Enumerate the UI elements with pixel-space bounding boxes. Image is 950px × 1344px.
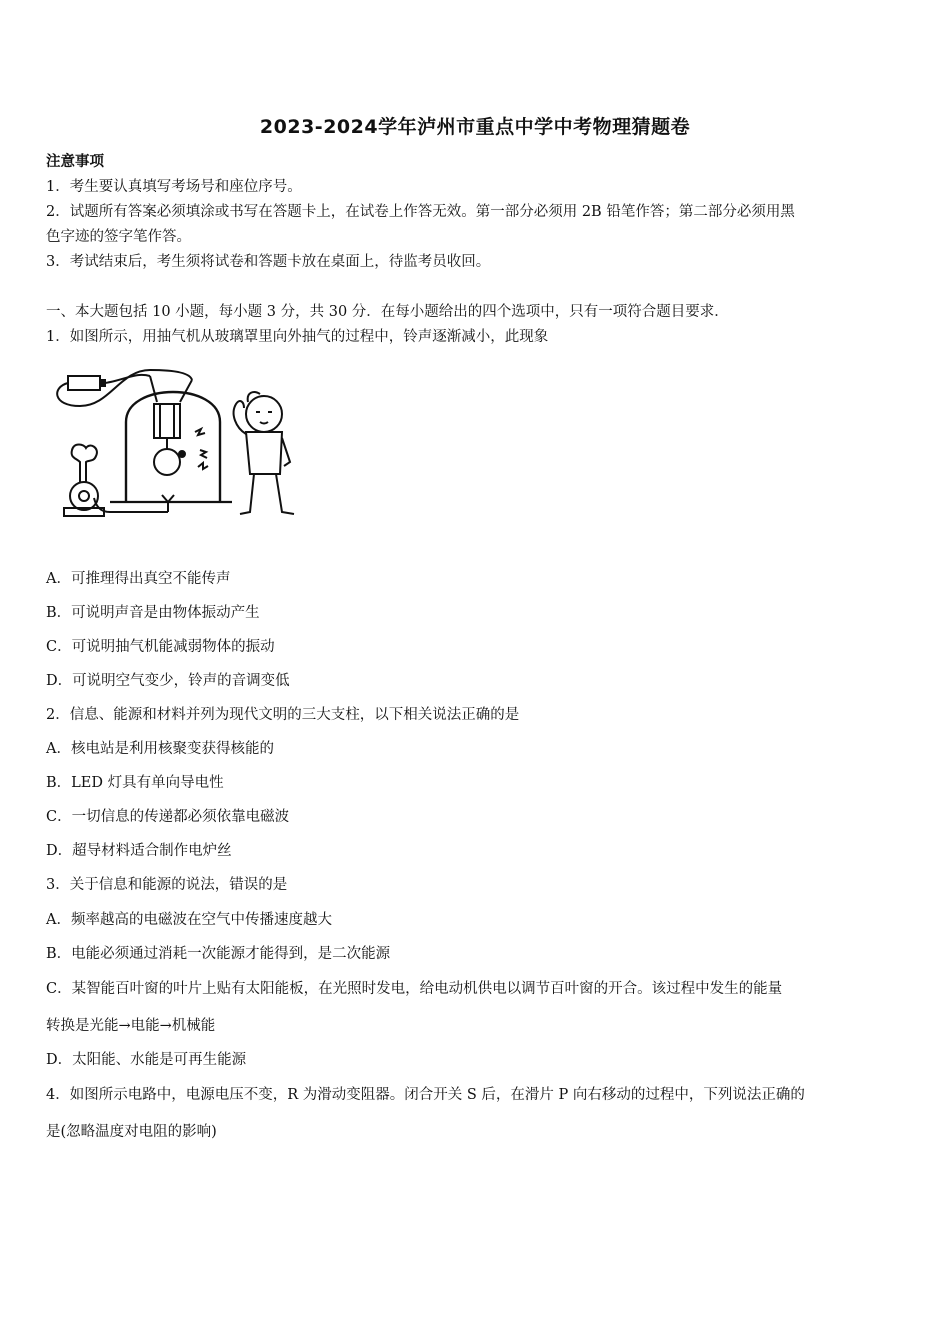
notice-item: 2．试题所有答案必须填涂或书写在答题卡上，在试卷上作答无效。第一部分必须用 2B 铅笔作答；第二部分必须用黑 <box>46 204 795 220</box>
option-3a: A．频率越高的电磁波在空气中传播速度越大 <box>46 912 332 928</box>
option-2d: D．超导材料适合制作电炉丝 <box>46 843 232 859</box>
question-stem-3: 3．关于信息和能源的说法，错误的是 <box>46 877 288 893</box>
option-2a: A．核电站是利用核聚变获得核能的 <box>46 741 274 757</box>
notice-item: 1．考生要认真填写考场号和座位序号。 <box>46 179 302 195</box>
option-3d: D．太阳能、水能是可再生能源 <box>46 1052 247 1068</box>
section-header: 一、本大题包括 10 小题，每小题 3 分，共 30 分．在每小题给出的四个选项中，只有一项符合题目要求． <box>46 304 729 320</box>
option-2b: B．LED 灯具有单向导电性 <box>46 775 224 791</box>
bell-jar-illustration <box>50 362 300 522</box>
option-3c-continued: 转换是光能→电能→机械能 <box>46 1018 216 1034</box>
question-stem-1: 1．如图所示，用抽气机从玻璃罩里向外抽气的过程中，铃声逐渐减小，此现象 <box>46 329 549 345</box>
option-2c: C．一切信息的传递都必须依靠电磁波 <box>46 809 290 825</box>
question-stem-4-continued: 是(忽略温度对电阻的影响) <box>46 1124 217 1140</box>
option-3c: C．某智能百叶窗的叶片上贴有太阳能板，在光照时发电，给电动机供电以调节百叶窗的开合。该过程中发生的能量 <box>46 981 783 997</box>
question-stem-2: 2．信息、能源和材料并列为现代文明的三大支柱，以下相关说法正确的是 <box>46 707 520 723</box>
question-stem-4: 4．如图所示电路中，电源电压不变，R 为滑动变阻器。闭合开关 S 后，在滑片 P 向右移动的过程中，下列说法正确的 <box>46 1087 805 1103</box>
option-1d: D．可说明空气变少，铃声的音调变低 <box>46 673 290 689</box>
option-3b: B．电能必须通过消耗一次能源才能得到，是二次能源 <box>46 946 391 962</box>
option-1a: A．可推理得出真空不能传声 <box>46 571 231 587</box>
notice-item: 色字迹的签字笔作答。 <box>46 229 191 245</box>
option-1b: B．可说明声音是由物体振动产生 <box>46 605 260 621</box>
exam-title: 2023-2024学年泸州市重点中学中考物理猜题卷 <box>259 116 691 138</box>
notice-item: 3．考试结束后，考生须将试卷和答题卡放在桌面上，待监考员收回。 <box>46 254 491 270</box>
notice-heading: 注意事项 <box>46 153 104 170</box>
option-1c: C．可说明抽气机能减弱物体的振动 <box>46 639 275 655</box>
bell-jar-figure <box>50 362 300 522</box>
